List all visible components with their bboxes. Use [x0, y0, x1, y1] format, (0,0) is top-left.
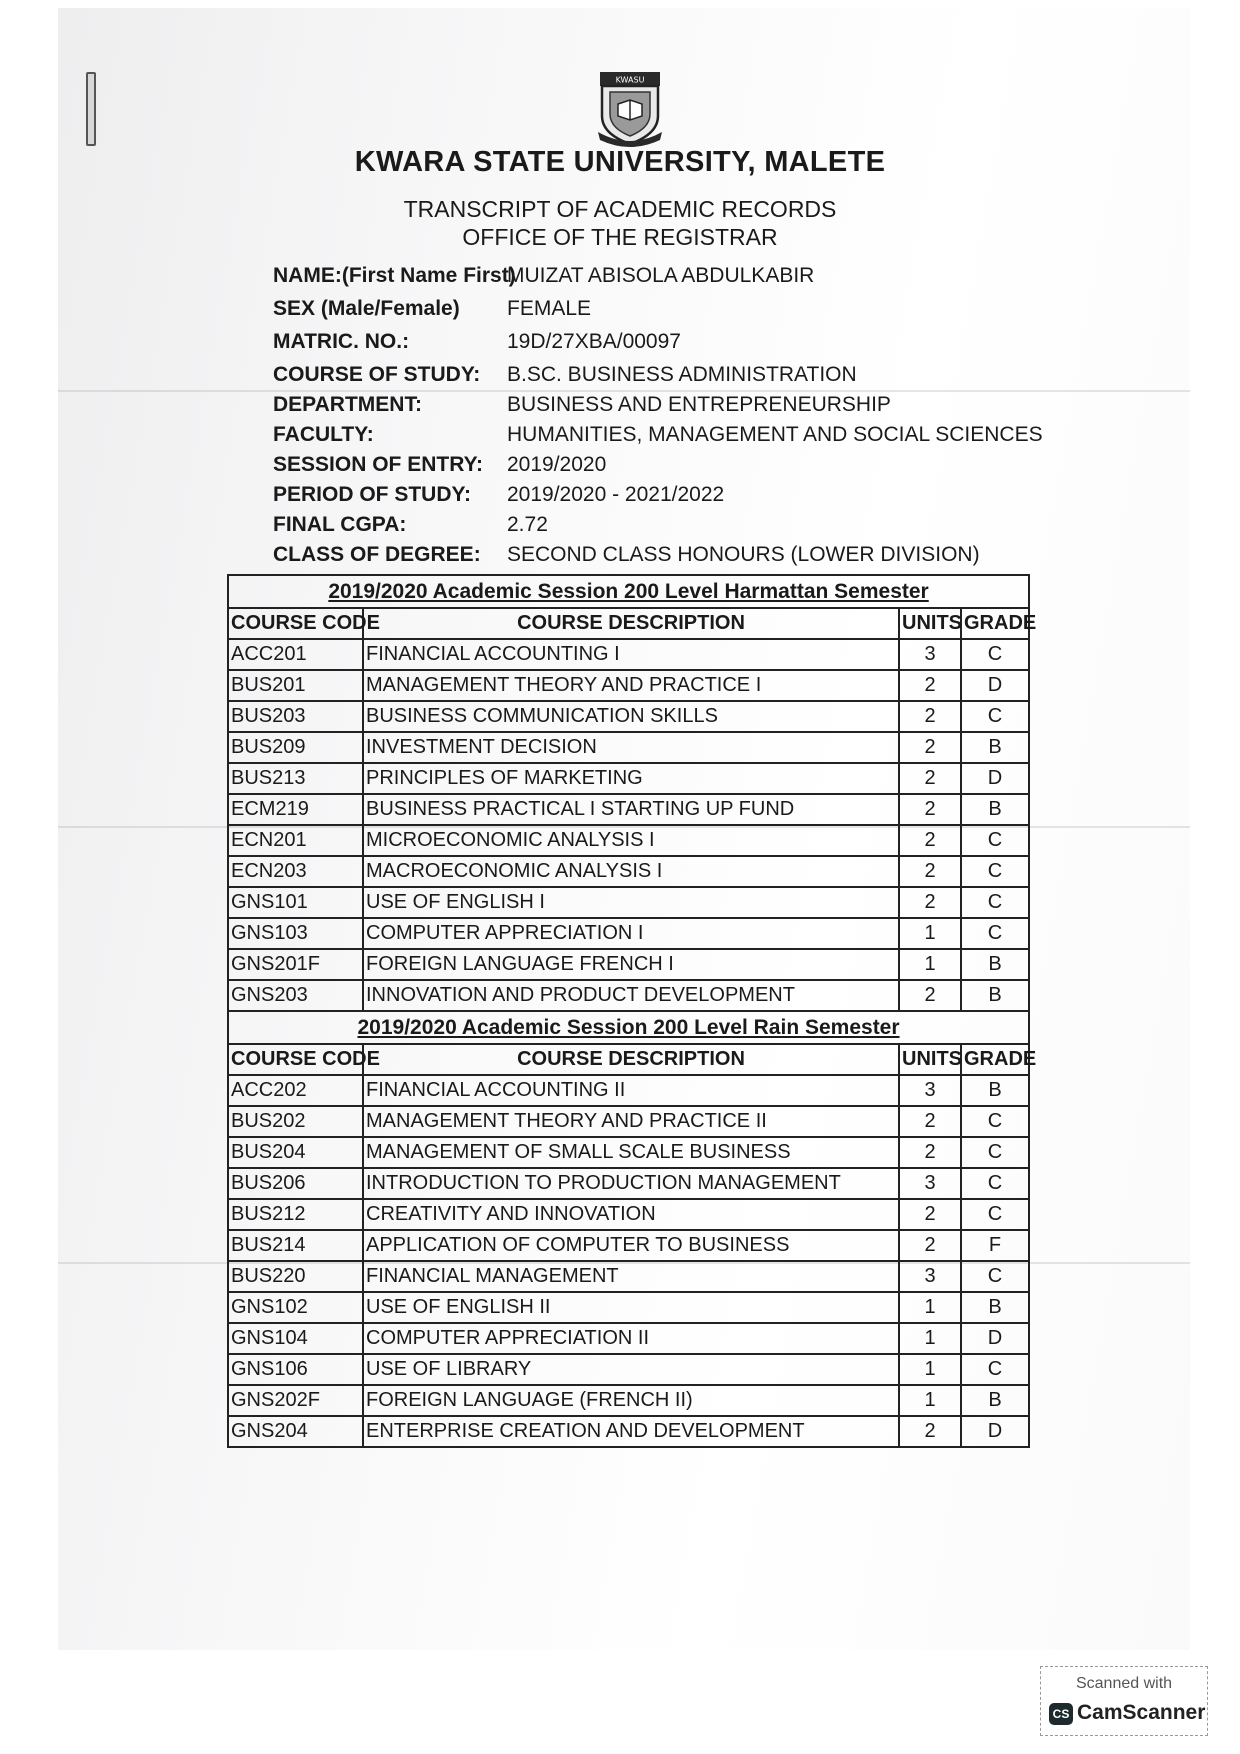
table-row	[228, 1354, 1029, 1385]
course-units: 2	[899, 1137, 961, 1168]
table-row	[228, 1199, 1029, 1230]
course-units: 2	[899, 670, 961, 701]
info-value: 2019/2020	[507, 453, 607, 476]
course-code: GNS201F	[228, 949, 363, 980]
table-row	[228, 763, 1029, 794]
course-units: 1	[899, 918, 961, 949]
info-label: SEX (Male/Female)	[273, 297, 460, 320]
course-units: 3	[899, 1261, 961, 1292]
course-code: BUS201	[228, 670, 363, 701]
course-description: FOREIGN LANGUAGE FRENCH I	[363, 949, 899, 980]
course-code: BUS214	[228, 1230, 363, 1261]
column-header-description: COURSE DESCRIPTION	[363, 1044, 899, 1075]
course-grade: C	[961, 1354, 1029, 1385]
info-row-department	[273, 393, 1173, 423]
table-row	[228, 825, 1029, 856]
info-row-class	[273, 543, 1173, 573]
course-description: BUSINESS COMMUNICATION SKILLS	[363, 701, 899, 732]
course-grade: B	[961, 1292, 1029, 1323]
column-header-code: COURSE CODE	[228, 1044, 363, 1075]
course-units: 2	[899, 701, 961, 732]
info-value: 19D/27XBA/00097	[507, 330, 681, 353]
column-header-description: COURSE DESCRIPTION	[363, 608, 899, 639]
course-description: PRINCIPLES OF MARKETING	[363, 763, 899, 794]
info-value: B.SC. BUSINESS ADMINISTRATION	[507, 363, 857, 386]
course-units: 2	[899, 887, 961, 918]
course-code: GNS104	[228, 1323, 363, 1354]
course-code: BUS220	[228, 1261, 363, 1292]
info-value: 2019/2020 - 2021/2022	[507, 483, 725, 506]
course-grade: C	[961, 887, 1029, 918]
info-value: BUSINESS AND ENTREPRENEURSHIP	[507, 393, 891, 416]
table-row	[228, 1416, 1029, 1447]
table-row	[228, 980, 1029, 1011]
course-units: 3	[899, 1168, 961, 1199]
course-description: INVESTMENT DECISION	[363, 732, 899, 763]
course-description: USE OF ENGLISH I	[363, 887, 899, 918]
course-grade: D	[961, 670, 1029, 701]
course-grade: C	[961, 1137, 1029, 1168]
course-grade: C	[961, 701, 1029, 732]
university-title: KWARA STATE UNIVERSITY, MALETE	[354, 146, 886, 178]
table-row	[228, 1168, 1029, 1199]
info-row-period	[273, 483, 1173, 513]
info-label: PERIOD OF STUDY:	[273, 483, 471, 506]
course-code: GNS202F	[228, 1385, 363, 1416]
info-row-cgpa	[273, 513, 1173, 543]
info-label: FACULTY:	[273, 423, 374, 446]
table-row	[228, 794, 1029, 825]
course-units: 2	[899, 1416, 961, 1447]
course-grade: C	[961, 918, 1029, 949]
course-code: ACC201	[228, 639, 363, 670]
table-row	[228, 1261, 1029, 1292]
university-crest-logo	[596, 70, 664, 148]
course-code: GNS106	[228, 1354, 363, 1385]
course-grade: B	[961, 1385, 1029, 1416]
course-units: 1	[899, 949, 961, 980]
course-units: 2	[899, 856, 961, 887]
column-header-units: UNITS	[899, 608, 961, 639]
course-description: COMPUTER APPRECIATION II	[363, 1323, 899, 1354]
course-code: ACC202	[228, 1075, 363, 1106]
info-label: FINAL CGPA:	[273, 513, 407, 536]
course-description: FINANCIAL ACCOUNTING I	[363, 639, 899, 670]
course-code: BUS212	[228, 1199, 363, 1230]
course-description: MANAGEMENT OF SMALL SCALE BUSINESS	[363, 1137, 899, 1168]
course-grade: B	[961, 794, 1029, 825]
course-code: BUS206	[228, 1168, 363, 1199]
course-description: MANAGEMENT THEORY AND PRACTICE II	[363, 1106, 899, 1137]
course-units: 1	[899, 1292, 961, 1323]
table-row	[228, 1230, 1029, 1261]
column-header-grade: GRADE	[961, 608, 1029, 639]
course-units: 2	[899, 980, 961, 1011]
course-units: 1	[899, 1354, 961, 1385]
staple-mark	[86, 72, 96, 146]
info-row-matric	[273, 330, 1173, 360]
transcript-table	[227, 574, 1037, 1448]
table-row	[228, 1292, 1029, 1323]
course-code: BUS202	[228, 1106, 363, 1137]
course-units: 3	[899, 1075, 961, 1106]
info-label: NAME:(First Name First)	[273, 264, 516, 287]
info-label: MATRIC. NO.:	[273, 330, 410, 353]
course-units: 2	[899, 732, 961, 763]
course-units: 2	[899, 763, 961, 794]
course-description: CREATIVITY AND INNOVATION	[363, 1199, 899, 1230]
table-row	[228, 701, 1029, 732]
semester-header-row	[228, 1011, 1029, 1044]
course-grade: D	[961, 763, 1029, 794]
course-grade: C	[961, 1168, 1029, 1199]
info-value: HUMANITIES, MANAGEMENT AND SOCIAL SCIENCES	[507, 423, 1043, 446]
course-code: ECN203	[228, 856, 363, 887]
course-code: BUS213	[228, 763, 363, 794]
course-description: COMPUTER APPRECIATION I	[363, 918, 899, 949]
table-row	[228, 1137, 1029, 1168]
table-row	[228, 670, 1029, 701]
info-value: FEMALE	[507, 297, 592, 320]
info-row-name	[273, 264, 1173, 294]
course-description: ENTERPRISE CREATION AND DEVELOPMENT	[363, 1416, 899, 1447]
info-row-course	[273, 363, 1173, 393]
course-units: 2	[899, 825, 961, 856]
course-description: FINANCIAL ACCOUNTING II	[363, 1075, 899, 1106]
course-description: MACROECONOMIC ANALYSIS I	[363, 856, 899, 887]
course-units: 3	[899, 639, 961, 670]
course-code: ECM219	[228, 794, 363, 825]
info-row-session-entry	[273, 453, 1173, 483]
course-grade: C	[961, 639, 1029, 670]
column-header-grade: GRADE	[961, 1044, 1029, 1075]
course-units: 2	[899, 794, 961, 825]
course-code: BUS209	[228, 732, 363, 763]
course-code: GNS204	[228, 1416, 363, 1447]
registrar-subtitle: OFFICE OF THE REGISTRAR	[462, 224, 778, 250]
transcript-subtitle: TRANSCRIPT OF ACADEMIC RECORDS	[403, 196, 837, 222]
course-description: MICROECONOMIC ANALYSIS I	[363, 825, 899, 856]
info-value: SECOND CLASS HONOURS (LOWER DIVISION)	[507, 543, 980, 566]
course-grade: C	[961, 1261, 1029, 1292]
course-grade: D	[961, 1323, 1029, 1354]
table-row	[228, 856, 1029, 887]
course-grade: C	[961, 825, 1029, 856]
info-label: SESSION OF ENTRY:	[273, 453, 484, 476]
info-value: 2.72	[507, 513, 548, 536]
course-grade: B	[961, 949, 1029, 980]
course-grade: B	[961, 1075, 1029, 1106]
course-description: USE OF ENGLISH II	[363, 1292, 899, 1323]
table-row	[228, 1385, 1029, 1416]
logo-text: KWASU	[615, 75, 645, 85]
column-header-row	[228, 608, 1029, 639]
course-code: BUS204	[228, 1137, 363, 1168]
table-row	[228, 639, 1029, 670]
course-units: 2	[899, 1230, 961, 1261]
semester-header-row	[228, 575, 1029, 608]
info-row-faculty	[273, 423, 1173, 453]
info-value: MUIZAT ABISOLA ABDULKABIR	[507, 264, 815, 287]
table-row	[228, 1106, 1029, 1137]
course-grade: B	[961, 732, 1029, 763]
watermark-text: Scanned with	[1075, 1675, 1173, 1692]
camscanner-watermark	[1040, 1666, 1208, 1736]
course-description: USE OF LIBRARY	[363, 1354, 899, 1385]
course-grade: C	[961, 1106, 1029, 1137]
info-label: DEPARTMENT:	[273, 393, 422, 416]
column-header-code: COURSE CODE	[228, 608, 363, 639]
course-units: 1	[899, 1385, 961, 1416]
table-row	[228, 1075, 1029, 1106]
course-code: BUS203	[228, 701, 363, 732]
course-description: FINANCIAL MANAGEMENT	[363, 1261, 899, 1292]
course-description: BUSINESS PRACTICAL I STARTING UP FUND	[363, 794, 899, 825]
course-description: FOREIGN LANGUAGE (FRENCH II)	[363, 1385, 899, 1416]
course-grade: C	[961, 856, 1029, 887]
course-code: GNS102	[228, 1292, 363, 1323]
info-row-sex	[273, 297, 1173, 327]
course-grade: C	[961, 1199, 1029, 1230]
course-grade: D	[961, 1416, 1029, 1447]
info-label: CLASS OF DEGREE:	[273, 543, 481, 566]
course-grade: F	[961, 1230, 1029, 1261]
semester-title: 2019/2020 Academic Session 200 Level Harmattan Semester	[228, 575, 1029, 608]
semester-title: 2019/2020 Academic Session 200 Level Rain Semester	[228, 1011, 1029, 1044]
course-description: MANAGEMENT THEORY AND PRACTICE I	[363, 670, 899, 701]
course-grade: B	[961, 980, 1029, 1011]
info-label: COURSE OF STUDY:	[273, 363, 481, 386]
camscanner-logo-icon: CS	[1049, 1703, 1073, 1725]
course-description: APPLICATION OF COMPUTER TO BUSINESS	[363, 1230, 899, 1261]
course-code: GNS101	[228, 887, 363, 918]
course-code: GNS203	[228, 980, 363, 1011]
table-row	[228, 732, 1029, 763]
watermark-app-name: CamScanner	[1077, 1701, 1206, 1724]
table-row	[228, 918, 1029, 949]
course-description: INTRODUCTION TO PRODUCTION MANAGEMENT	[363, 1168, 899, 1199]
column-header-row	[228, 1044, 1029, 1075]
column-header-units: UNITS	[899, 1044, 961, 1075]
table-row	[228, 887, 1029, 918]
table-row	[228, 949, 1029, 980]
course-units: 1	[899, 1323, 961, 1354]
course-description: INNOVATION AND PRODUCT DEVELOPMENT	[363, 980, 899, 1011]
course-units: 2	[899, 1199, 961, 1230]
table-row	[228, 1323, 1029, 1354]
course-code: ECN201	[228, 825, 363, 856]
course-units: 2	[899, 1106, 961, 1137]
course-code: GNS103	[228, 918, 363, 949]
